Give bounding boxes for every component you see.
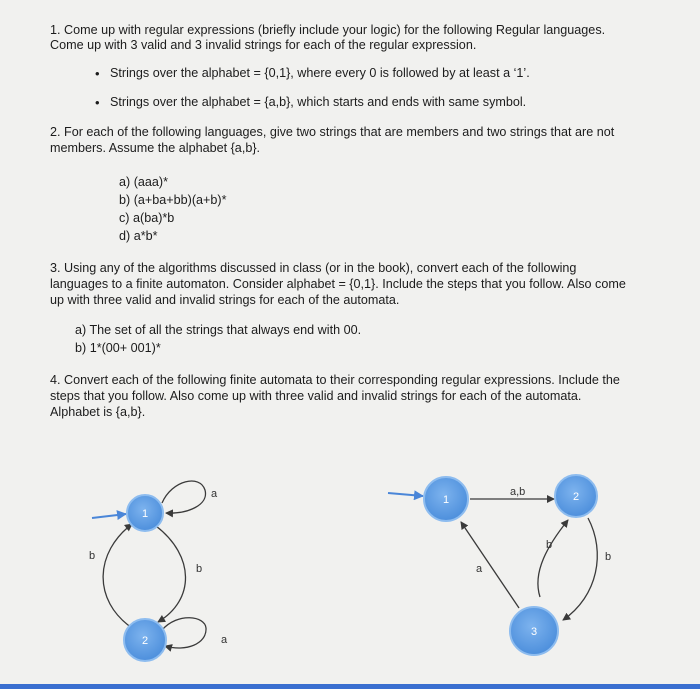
a2-top-label: a,b: [510, 486, 526, 498]
bullet-dot: •: [95, 66, 100, 81]
q2-item-a: a) (aaa)*: [119, 175, 168, 189]
automaton-2: [388, 475, 597, 655]
a2-inner-label: b: [546, 539, 553, 551]
edge-3-to-1: [461, 522, 519, 608]
q2-item-d: d) a*b*: [119, 229, 158, 243]
edge-2-to-3: [563, 518, 597, 620]
bottom-accent-bar: [0, 684, 700, 689]
edge-2-to-1: [103, 524, 132, 628]
a2-diag-label: a: [476, 563, 483, 575]
q2-item-c: c) a(ba)*b: [119, 211, 175, 225]
q3-line1: 3. Using any of the algorithms discussed in class (or in the book), convert each of the following: [50, 261, 577, 275]
q4-line3: Alphabet is {a,b}.: [50, 405, 146, 419]
q1-bullet-2: Strings over the alphabet = {a,b}, which starts and ends with same symbol.: [110, 95, 527, 109]
a1-right-label: b: [196, 563, 203, 575]
bullet-dot: •: [95, 95, 100, 110]
state-1-label: 1: [141, 508, 149, 520]
a1-loop2-label: a: [221, 634, 228, 646]
q3-item-b: b) 1*(00+ 001)*: [75, 341, 161, 355]
q1-line1: 1. Come up with regular expressions (briefly include your logic) for the following Regular languages.: [50, 23, 606, 37]
q3-line2: languages to a finite automaton. Consider alphabet = {0,1}. Include the steps that you follow. Also come: [50, 277, 626, 291]
start-arrow: [92, 514, 126, 518]
q2-line1: 2. For each of the following languages, give two strings that are members and two strings that are not: [50, 125, 615, 139]
q3-line3: up with three valid and invalid strings for each of the automata.: [50, 293, 400, 307]
edge-1-to-2: [156, 526, 186, 622]
a2-outer-label: b: [605, 551, 612, 563]
q2-line2: members. Assume the alphabet {a,b}.: [50, 141, 261, 155]
state-1-label: 1: [442, 494, 450, 506]
q1-bullet-1: Strings over the alphabet = {0,1}, where every 0 is followed by at least a ‘1’.: [110, 66, 530, 80]
q2-item-b: b) (a+ba+bb)(a+b)*: [119, 193, 227, 207]
edge-3-to-2: [538, 520, 568, 597]
start-arrow: [388, 493, 423, 496]
q1-line2: Come up with 3 valid and 3 invalid strings for each of the regular expression.: [50, 38, 477, 52]
state-2-label: 2: [572, 491, 580, 503]
a1-loop1-label: a: [211, 488, 218, 500]
loop-state2-transition: [162, 618, 206, 648]
loop-state1-transition: [162, 481, 205, 513]
q4-line2: steps that you follow. Also come up with three valid and invalid strings for each of the automata.: [50, 389, 582, 403]
a1-left-label: b: [89, 550, 96, 562]
state-2-label: 2: [141, 635, 149, 647]
state-3-label: 3: [530, 626, 538, 638]
q3-item-a: a) The set of all the strings that always end with 00.: [75, 323, 362, 337]
automaton-1: [92, 481, 206, 661]
q4-line1: 4. Convert each of the following finite automata to their corresponding regular expressions. Include the: [50, 373, 620, 387]
